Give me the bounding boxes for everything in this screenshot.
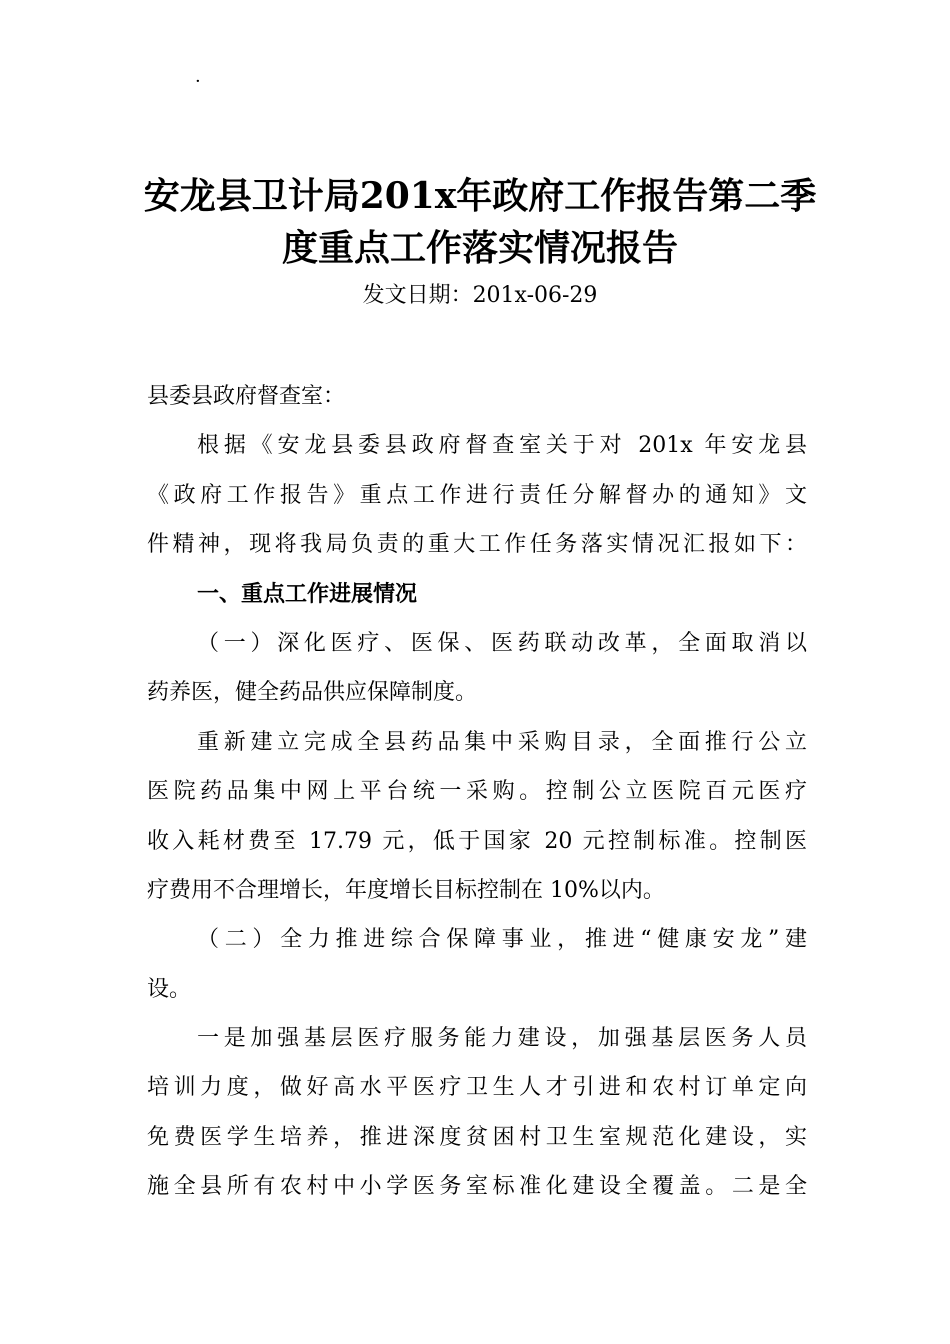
document-title xyxy=(140,170,820,274)
paragraph-line: 医院药品集中网上平台统一采购。控制公立医院百元医疗 xyxy=(147,779,807,805)
paragraph-line: 一是加强基层医疗服务能力建设，加强基层医务人员 xyxy=(197,1026,807,1052)
paragraph-line: 疗费用不合理增长，年度增长目标控制在 10%以内。 xyxy=(147,877,665,903)
paragraph-line: 重新建立完成全县药品集中采购目录，全面推行公立 xyxy=(197,729,807,755)
paragraph-line: 根据《安龙县委县政府督查室关于对 201x 年安龙县 xyxy=(197,433,807,459)
section-heading: 一、重点工作进展情况 xyxy=(197,581,418,607)
header-mark: · xyxy=(195,71,201,92)
paragraph-line: 件精神，现将我局负责的重大工作任务落实情况汇报如下： xyxy=(147,532,807,558)
paragraph-line: 免费医学生培养，推进深度贫困村卫生室规范化建设，实 xyxy=(147,1124,807,1150)
subsection-heading-line: 药养医，健全药品供应保障制度。 xyxy=(147,680,478,706)
subsection-heading-line: 设。 xyxy=(147,976,192,1002)
salutation: 县委县政府督查室： xyxy=(147,384,346,409)
paragraph-line: 施全县所有农村中小学医务室标准化建设全覆盖。二是全 xyxy=(147,1174,807,1200)
title-line-2: 度重点工作落实情况报告 xyxy=(281,227,678,269)
title-line-1: 安龙县卫计局201x年政府工作报告第二季 xyxy=(143,175,817,217)
subsection-heading-line: （二）全力推进综合保障事业，推进“健康安龙”建 xyxy=(197,927,807,953)
paragraph-line: 培训力度，做好高水平医疗卫生人才引进和农村订单定向 xyxy=(147,1075,807,1101)
paragraph-line: 《政府工作报告》重点工作进行责任分解督办的通知》文 xyxy=(147,482,807,508)
document-body xyxy=(147,372,807,1212)
subsection-heading-line: （一）深化医疗、医保、医药联动改革，全面取消以 xyxy=(197,630,807,656)
issue-date: 发文日期：201x-06-29 xyxy=(362,283,598,308)
paragraph-line: 收入耗材费至 17.79 元，低于国家 20 元控制标准。控制医 xyxy=(147,828,807,854)
